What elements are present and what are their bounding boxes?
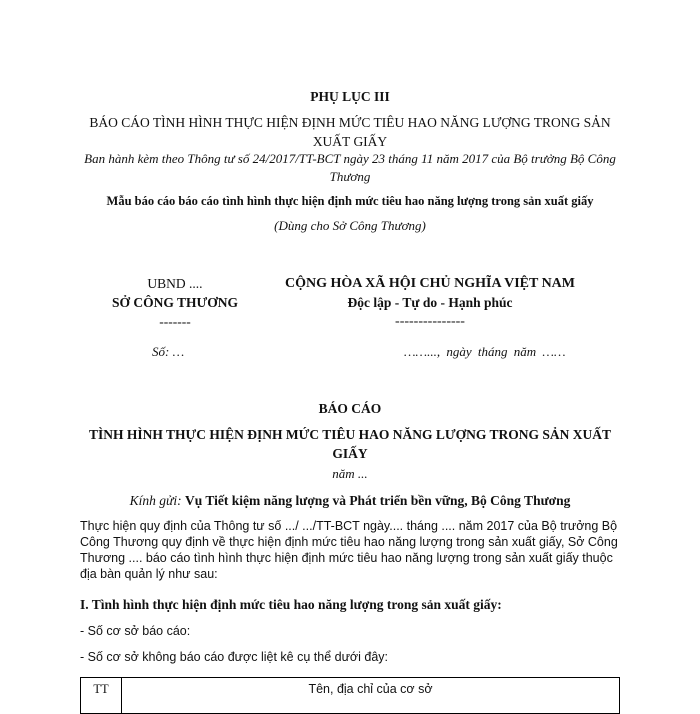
form-usage-note: (Dùng cho Sở Công Thương) [274,218,426,233]
table-header-row [81,678,620,714]
report-title: TÌNH HÌNH THỰC HIỆN ĐỊNH MỨC TIÊU HAO NĂNG LƯỢNG TRONG SẢN XUẤT GIẤY [88,427,612,461]
recipient-name: Vụ Tiết kiệm năng lượng và Phát triển bền vững, Bộ Công Thương [184,493,571,508]
form-title: Mẫu báo cáo báo cáo tình hình thực hiện định mức tiêu hao năng lượng trong sản xuất giấy [106,194,594,208]
column-header-facility: Tên, địa chỉ của cơ sở [122,678,620,714]
document-number: Số: … [152,344,185,359]
intro-paragraph: Thực hiện quy định của Thông tư số .../ .../TT-BCT ngày.... tháng .... năm 2017 của Bộ trưởng Bộ Công Thương quy định về thực hiện định mức tiêu hao năng lượng trong sản xuất giấy, Sở Công Thương .... báo cáo tình hình thực hiện định mức tiêu hao năng lượng trong sản xuất giấy thuộc địa bàn quản lý như sau: [80,519,618,581]
issued-with-note: Ban hành kèm theo Thông tư số 24/2017/TT-BCT ngày 23 tháng 11 năm 2017 của Bộ trưởng Bộ Công Thương [84,151,616,184]
appendix-label: PHỤ LỤC III [310,89,390,104]
section-1-heading: I. Tình hình thực hiện định mức tiêu hao năng lượng trong sản xuất giấy: [80,597,502,612]
document-date: ……..., ngày tháng năm …… [404,344,566,359]
not-reported-line: - Số cơ sở không báo cáo được liệt kê cụ thể dưới đây: [80,650,389,664]
department-name: SỞ CÔNG THƯƠNG [111,295,238,310]
report-year: năm ... [332,466,368,481]
nation-name: CỘNG HÒA XÃ HỘI CHỦ NGHĨA VIỆT NAM [284,276,575,291]
agency-rule: ------- [159,314,191,329]
appendix-title: BÁO CÁO TÌNH HÌNH THỰC HIỆN ĐỊNH MỨC TIÊU HAO NĂNG LƯỢNG TRONG SẢN XUẤT GIẤY [89,115,611,149]
national-motto: Độc lập - Tự do - Hạnh phúc [347,295,513,310]
issuing-agency-block [90,274,260,331]
facility-table [80,677,620,714]
report-heading: BÁO CÁO [318,401,382,416]
recipient-line [0,493,700,509]
column-header-index: TT [81,678,122,714]
agency-name: UBND .... [147,276,203,291]
motto-rule: --------------- [395,314,465,329]
recipient-label: Kính gửi: [129,493,182,508]
reported-count-line: - Số cơ sở báo cáo: [80,624,191,638]
national-header-block [270,274,590,331]
